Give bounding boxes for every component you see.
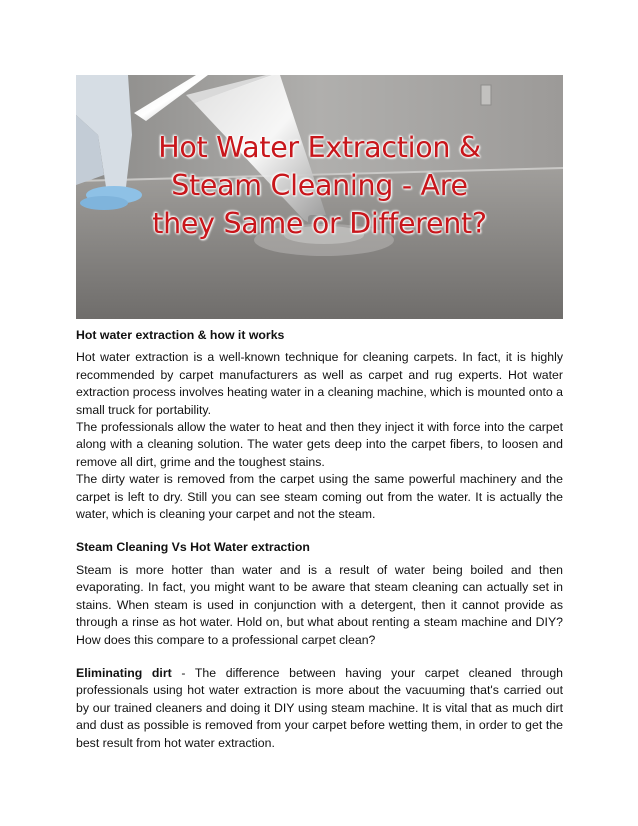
hero-title-line: they Same or Different? xyxy=(152,207,487,240)
paragraph-text: - The difference between having your carpet cleaned through professionals using hot water extraction is more about the vacuuming that's carried out by our trained cleaners and doing it DIY using steam machine. It is vital that as much dirt and dust as possible is removed from your carpet before wetting them, in order to get the best result from hot water extraction. xyxy=(76,665,563,750)
article-body xyxy=(76,327,563,752)
hero-title-line: Hot Water Extraction & xyxy=(158,131,481,164)
paragraph-lead: Eliminating dirt xyxy=(76,665,172,680)
paragraph: The professionals allow the water to heat and then they inject it with force into the carpet along with a cleaning solution. The water gets deep into the carpet fibers, to loosen and remove all dirt, grime and the toughest stains. xyxy=(76,420,563,469)
paragraph: The dirty water is removed from the carpet using the same powerful machinery and the carpet is left to dry. Still you can see steam coming out from the water. It is actually the water, which is cleaning your carpet and not the steam. xyxy=(76,472,563,522)
spacer xyxy=(76,649,563,665)
hero-title xyxy=(76,129,563,243)
hero-title-line: Steam Cleaning - Are xyxy=(171,169,468,202)
section-heading: Steam Cleaning Vs Hot Water extraction xyxy=(76,540,310,555)
paragraph: Hot water extraction is a well-known technique for cleaning carpets. In fact, it is highly recommended by carpet manufacturers as well as carpet and rug experts. Hot water extraction process involves heating water in a cleaning machine, which is mounted onto a small truck for portability. xyxy=(76,350,563,417)
section-heading: Hot water extraction & how it works xyxy=(76,328,285,342)
paragraph xyxy=(76,665,563,752)
spacer xyxy=(76,523,563,539)
hero-image xyxy=(76,75,563,319)
paragraph: Steam is more hotter than water and is a result of water being boiled and then evaporating. In fact, you might want to be aware that steam cleaning can actually set in stains. When steam is used in conjunction with a detergent, then it cannot provide as through a rinse as hot water. Hold on, but what about renting a steam machine and DIY? How does this compare to a professional carpet clean? xyxy=(76,562,563,647)
